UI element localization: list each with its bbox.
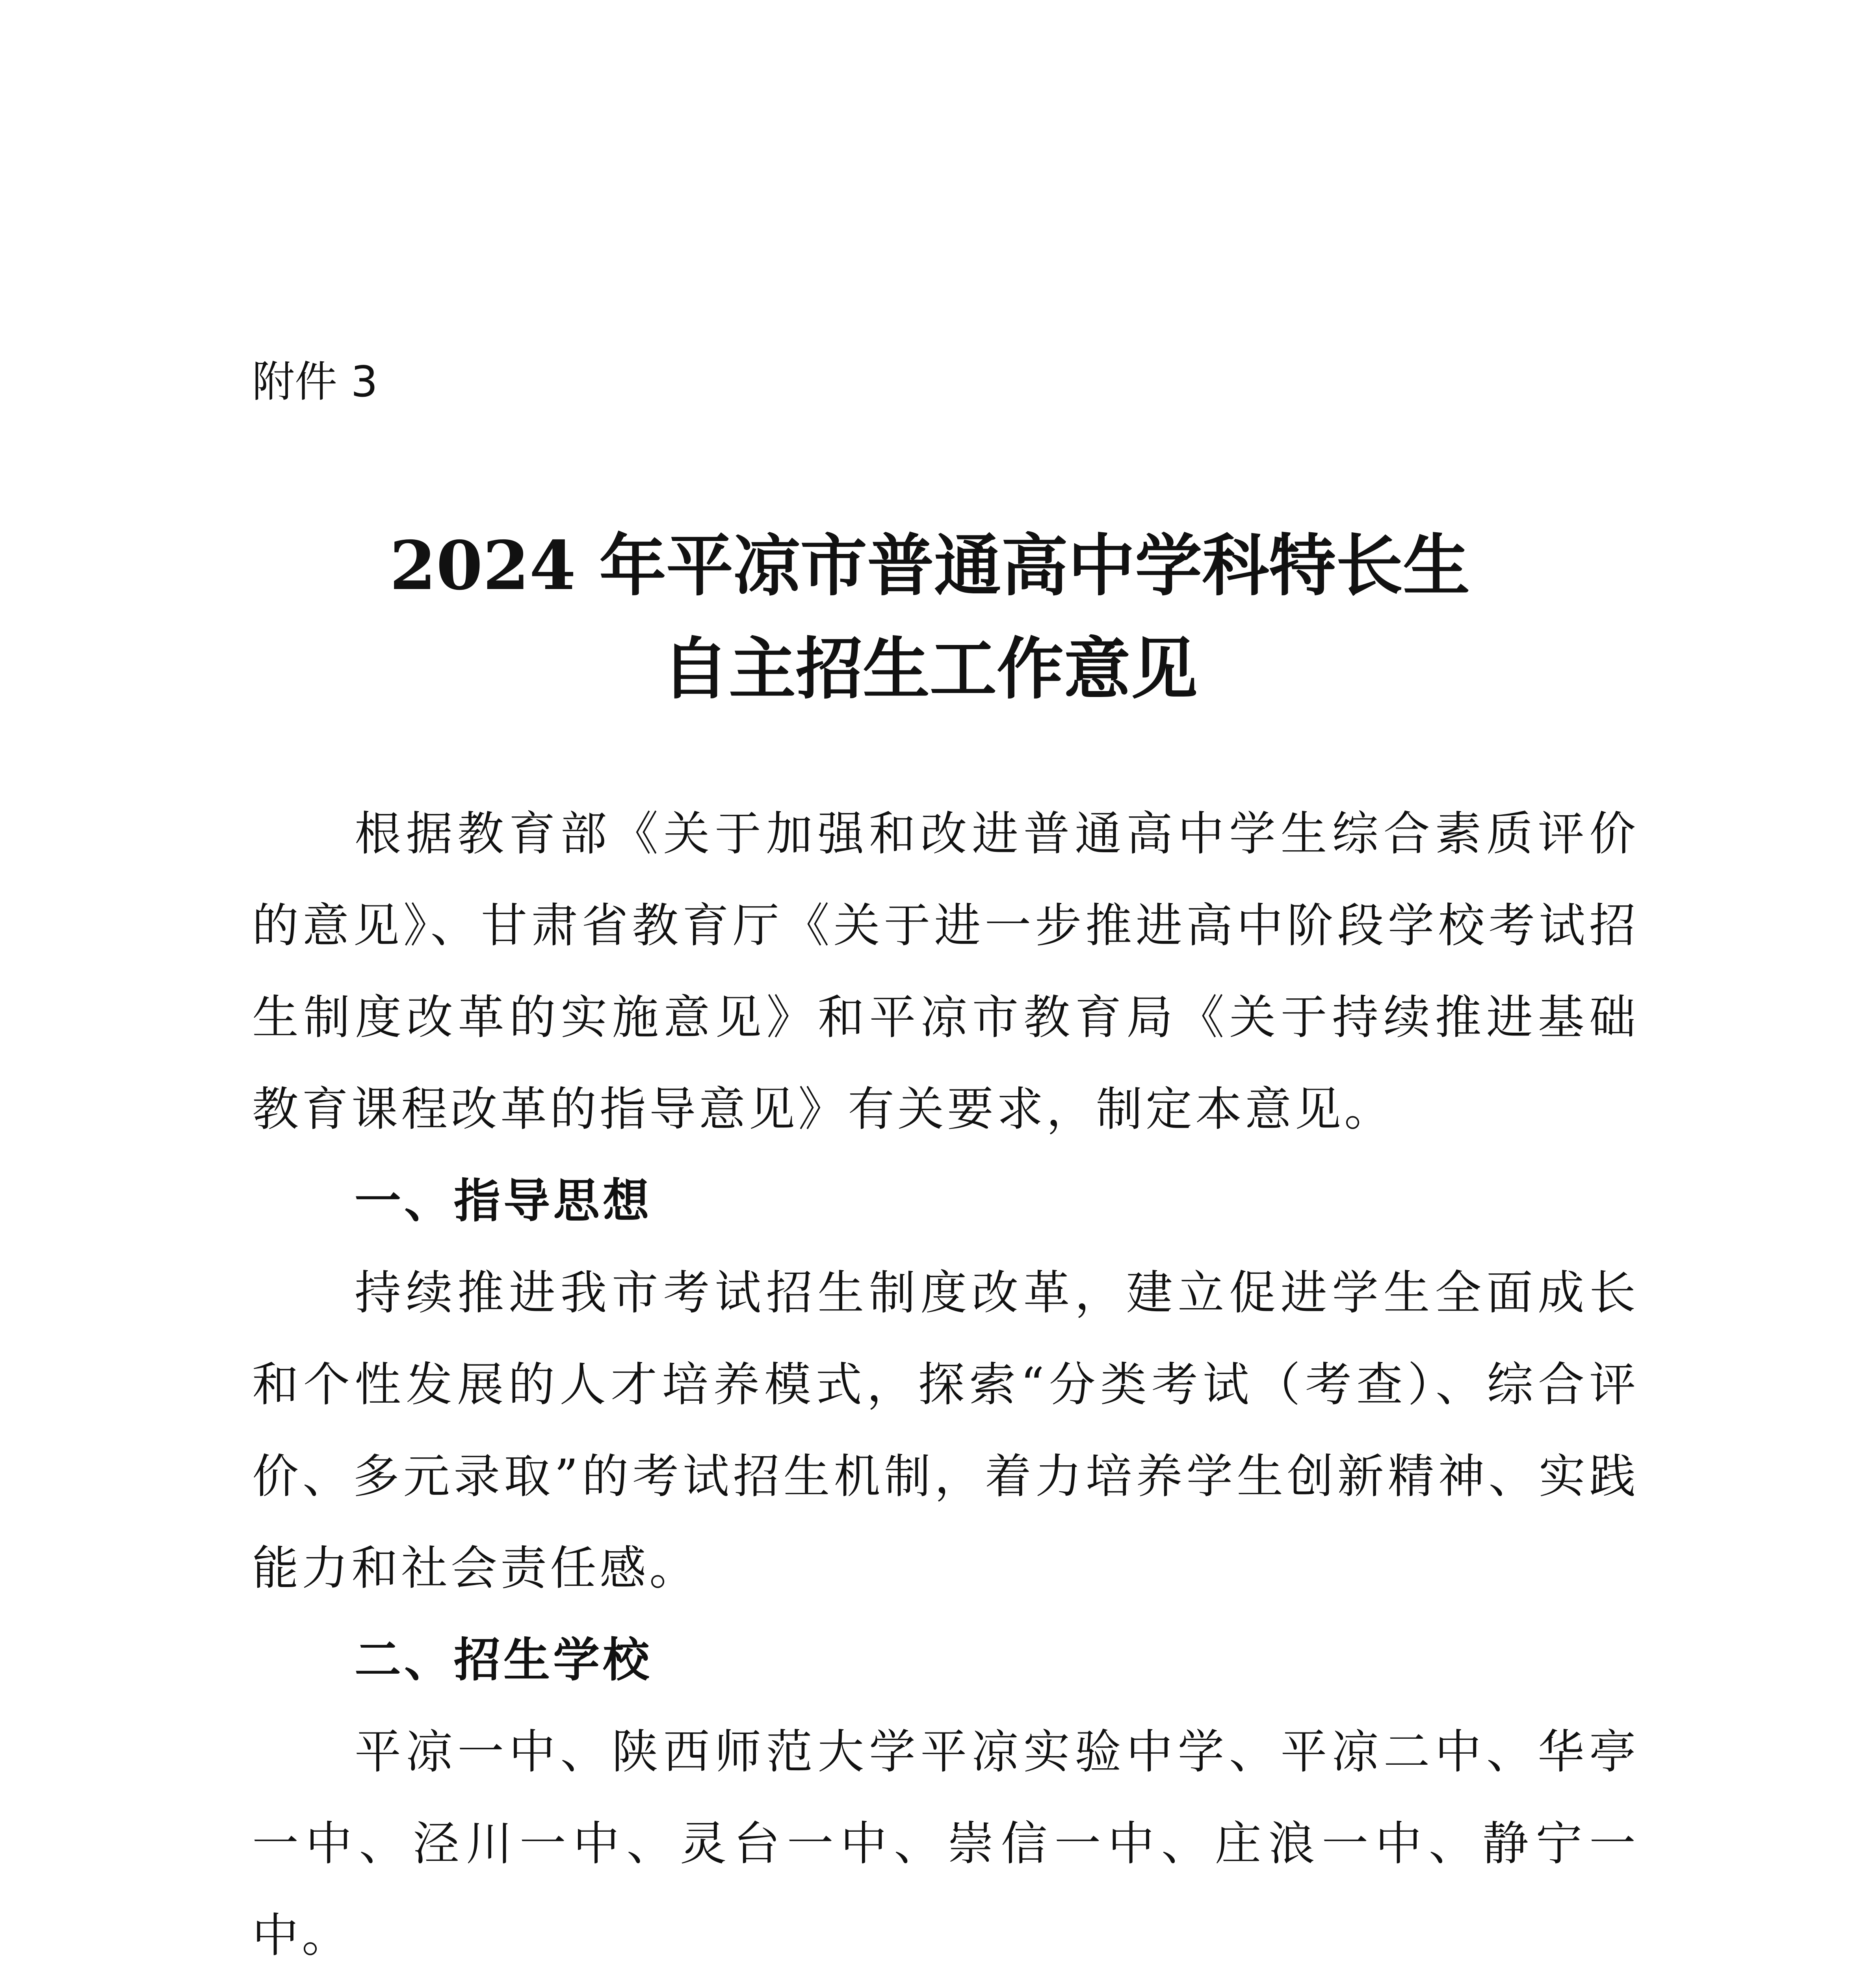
section-1-paragraph: 持续推进我市考试招生制度改革，建立促进学生全面成长和个性发展的人才培养模式，探索“分类考试（考查）、综合评价、多元录取”的考试招生机制，着力培养学生创新精神、实践能力和社会责任感。 (252, 1266, 1639, 1595)
section-2-heading: 二、招生学校 (355, 1633, 653, 1687)
document-body (252, 788, 1639, 1970)
section-2-paragraph: 平凉一中、陕西师范大学平凉实验中学、平凉二中、华亭一中、泾川一中、灵台一中、崇信一中、庄浪一中、静宁一中。 (252, 1725, 1639, 1963)
attachment-label: 附件 3 (252, 357, 378, 407)
section-1-heading: 一、指导思想 (355, 1174, 653, 1228)
title-line-2: 自主招生工作意见 (661, 630, 1198, 708)
title-line-1: 2024 年平凉市普通高中学科特长生 (389, 526, 1470, 605)
document-title (158, 514, 1702, 721)
intro-paragraph: 根据教育部《关于加强和改进普通高中学生综合素质评价的意见》、甘肃省教育厅《关于进一步推进高中阶段学校考试招生制度改革的实施意见》和平凉市教育局《关于持续推进基础教育课程改革的指导意见》有关要求，制定本意见。 (252, 807, 1639, 1136)
